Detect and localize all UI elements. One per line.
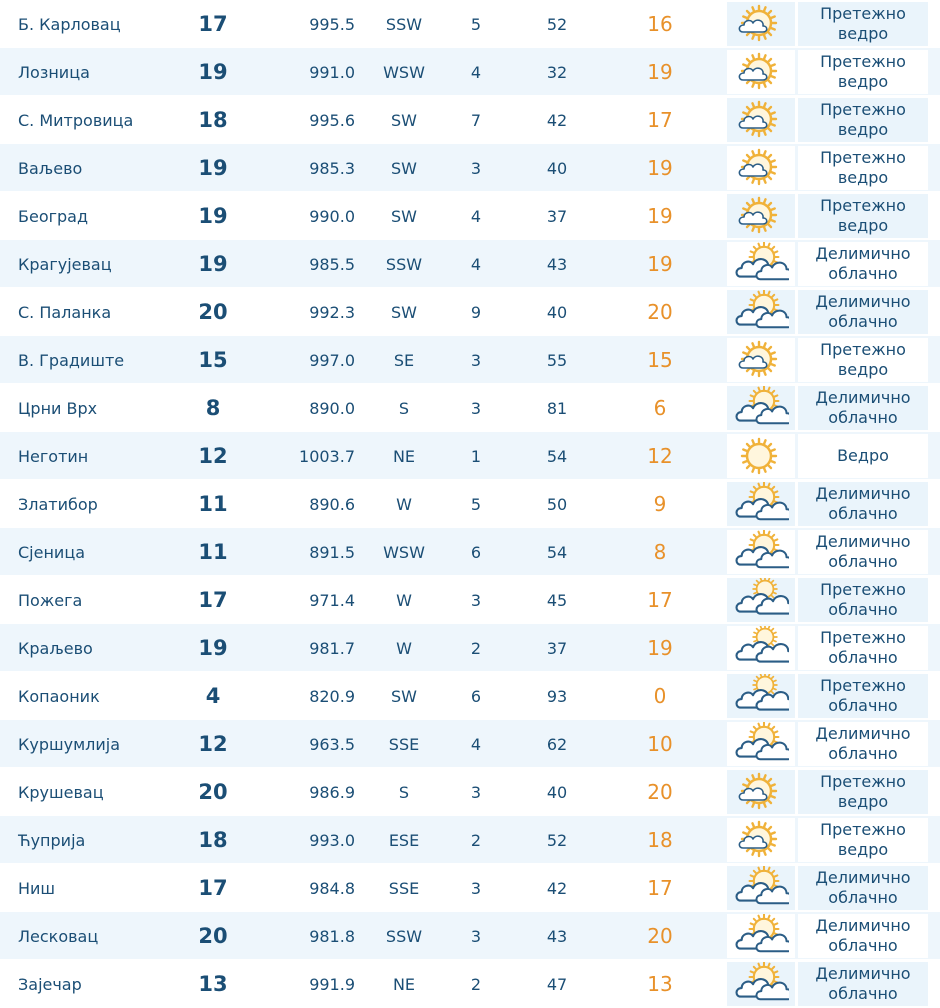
partly-cloudy-icon (727, 914, 795, 958)
wind-speed: 5 (470, 14, 482, 34)
feels-like-temperature: 20 (647, 780, 673, 804)
weather-description (798, 578, 928, 622)
table-row (0, 48, 940, 96)
feels-like-temperature: 18 (647, 828, 673, 852)
weather-description-line-1: Претежно (820, 148, 906, 167)
weather-description-line-1: Делимично (815, 724, 911, 743)
city-name: Крушевац (18, 782, 104, 802)
weather-description-line-1: Претежно (820, 196, 906, 215)
weather-description-line-2: облачно (828, 552, 898, 571)
pressure: 990.0 (309, 206, 355, 226)
weather-description-line-1: Делимично (815, 484, 911, 503)
weather-description-line-2: ведро (837, 72, 889, 91)
city-name: Ваљево (18, 158, 83, 178)
weather-description (798, 962, 928, 1006)
weather-description (798, 530, 928, 574)
temperature: 8 (205, 396, 221, 420)
wind-speed: 7 (470, 110, 482, 130)
partly-cloudy-icon (727, 866, 795, 910)
humidity: 40 (546, 158, 568, 178)
weather-description-line-1: Претежно (820, 820, 906, 839)
weather-description-line-1: Делимично (815, 388, 911, 407)
feels-like-temperature: 16 (647, 12, 673, 36)
temperature: 12 (198, 732, 228, 756)
humidity: 42 (546, 878, 568, 898)
table-row (0, 864, 940, 912)
wind-direction: S (398, 782, 410, 802)
mostly-clear-icon (727, 50, 795, 94)
wind-direction: SSW (385, 14, 423, 34)
weather-description-line-1: Делимично (815, 868, 911, 887)
pressure: 985.3 (309, 158, 355, 178)
humidity: 50 (546, 494, 568, 514)
table-row (0, 672, 940, 720)
city-name: Крагујевац (18, 254, 112, 274)
table-row (0, 624, 940, 672)
wind-speed: 4 (470, 62, 482, 82)
partly-cloudy-icon (727, 482, 795, 526)
wind-speed: 6 (470, 686, 482, 706)
pressure: 992.3 (309, 302, 355, 322)
wind-direction: SW (391, 110, 417, 130)
partly-cloudy-icon (727, 386, 795, 430)
temperature: 19 (198, 204, 228, 228)
wind-direction: NE (392, 974, 416, 994)
wind-speed: 6 (470, 542, 482, 562)
feels-like-temperature: 20 (647, 300, 673, 324)
wind-speed: 4 (470, 254, 482, 274)
weather-description-line-2: ведро (837, 360, 889, 379)
city-name: Копаоник (18, 686, 100, 706)
weather-description-line-2: ведро (837, 168, 889, 187)
table-row (0, 432, 940, 480)
wind-direction: ESE (388, 830, 420, 850)
city-name: Неготин (18, 446, 89, 466)
weather-description-line-1: Претежно (820, 52, 906, 71)
wind-direction: W (396, 590, 412, 610)
city-name: Зајечар (18, 974, 82, 994)
humidity: 93 (546, 686, 568, 706)
weather-description-line-1: Делимично (815, 964, 911, 983)
wind-direction: SW (391, 206, 417, 226)
partly-cloudy-icon (727, 290, 795, 334)
feels-like-temperature: 0 (653, 684, 667, 708)
weather-description (798, 818, 928, 862)
partly-cloudy-icon (727, 242, 795, 286)
pressure: 991.0 (309, 62, 355, 82)
weather-description (798, 242, 928, 286)
city-name: Ниш (18, 878, 56, 898)
wind-speed: 2 (470, 830, 482, 850)
weather-description (798, 866, 928, 910)
pressure: 981.8 (309, 926, 355, 946)
feels-like-temperature: 6 (653, 396, 667, 420)
weather-description-line-1: Делимично (815, 292, 911, 311)
feels-like-temperature: 19 (647, 204, 673, 228)
humidity: 55 (546, 350, 568, 370)
temperature: 17 (198, 876, 228, 900)
table-row (0, 768, 940, 816)
weather-description-line-2: облачно (828, 312, 898, 331)
wind-speed: 3 (470, 398, 482, 418)
mostly-clear-icon (727, 818, 795, 862)
wind-direction: WSW (383, 542, 425, 562)
humidity: 37 (546, 638, 568, 658)
wind-direction: WSW (383, 62, 425, 82)
mostly-clear-icon (727, 98, 795, 142)
partly-cloudy-icon (727, 962, 795, 1006)
weather-description (798, 290, 928, 334)
wind-direction: SSE (388, 734, 420, 754)
pressure: 890.6 (309, 494, 355, 514)
wind-speed: 3 (470, 878, 482, 898)
weather-description-line-1: Претежно (820, 772, 906, 791)
humidity: 40 (546, 302, 568, 322)
weather-description-line-2: облачно (828, 264, 898, 283)
feels-like-temperature: 8 (653, 540, 667, 564)
temperature: 19 (198, 60, 228, 84)
wind-speed: 3 (470, 590, 482, 610)
pressure: 986.9 (309, 782, 355, 802)
weather-description (798, 50, 928, 94)
humidity: 47 (546, 974, 568, 994)
wind-speed: 3 (470, 782, 482, 802)
city-name: Београд (18, 206, 89, 226)
city-name: Куршумлија (18, 734, 121, 754)
temperature: 12 (198, 444, 228, 468)
city-name: Златибор (18, 494, 98, 514)
weather-description (798, 434, 928, 478)
humidity: 52 (546, 830, 568, 850)
weather-description-line-2: ведро (837, 24, 889, 43)
temperature: 13 (198, 972, 228, 996)
city-name: Црни Врх (18, 398, 98, 418)
wind-speed: 2 (470, 974, 482, 994)
weather-description (798, 338, 928, 382)
feels-like-temperature: 15 (647, 348, 673, 372)
weather-description-line-2: облачно (828, 936, 898, 955)
humidity: 81 (546, 398, 568, 418)
wind-speed: 1 (470, 446, 482, 466)
city-name: С. Митровица (18, 110, 134, 130)
humidity: 54 (546, 446, 568, 466)
weather-description-line-2: облачно (828, 888, 898, 907)
humidity: 40 (546, 782, 568, 802)
wind-direction: NE (392, 446, 416, 466)
table-row (0, 96, 940, 144)
wind-direction: SW (391, 302, 417, 322)
weather-description-line-2: облачно (828, 696, 898, 715)
temperature: 17 (198, 588, 228, 612)
wind-direction: SSE (388, 878, 420, 898)
wind-direction: S (398, 398, 410, 418)
city-name: Лозница (18, 62, 90, 82)
feels-like-temperature: 19 (647, 60, 673, 84)
city-name: В. Градиште (18, 350, 125, 370)
feels-like-temperature: 17 (647, 108, 673, 132)
weather-description (798, 770, 928, 814)
table-row (0, 384, 940, 432)
pressure: 890.0 (309, 398, 355, 418)
mostly-cloudy-icon (727, 626, 795, 670)
humidity: 43 (546, 926, 568, 946)
wind-speed: 3 (470, 158, 482, 178)
weather-description (798, 98, 928, 142)
weather-description-line-2: ведро (837, 792, 889, 811)
wind-speed: 5 (470, 494, 482, 514)
table-row (0, 288, 940, 336)
temperature: 4 (205, 684, 221, 708)
city-name: Пожега (18, 590, 83, 610)
feels-like-temperature: 10 (647, 732, 673, 756)
table-row (0, 144, 940, 192)
weather-description (798, 386, 928, 430)
weather-description-line-2: ведро (837, 120, 889, 139)
weather-description (798, 674, 928, 718)
weather-description-line-1: Претежно (820, 340, 906, 359)
weather-description-line-2: облачно (828, 600, 898, 619)
wind-direction: SW (391, 686, 417, 706)
weather-description-line-2: облачно (828, 744, 898, 763)
pressure: 981.7 (309, 638, 355, 658)
pressure: 997.0 (309, 350, 355, 370)
table-row (0, 480, 940, 528)
temperature: 11 (198, 540, 228, 564)
wind-speed: 3 (470, 350, 482, 370)
weather-description (798, 194, 928, 238)
weather-description-line-2: облачно (828, 648, 898, 667)
city-name: Краљево (18, 638, 93, 658)
humidity: 45 (546, 590, 568, 610)
weather-description-line-1: Делимично (815, 244, 911, 263)
mostly-clear-icon (727, 146, 795, 190)
table-row (0, 912, 940, 960)
feels-like-temperature: 19 (647, 156, 673, 180)
weather-description-line-2: ведро (837, 840, 889, 859)
feels-like-temperature: 19 (647, 636, 673, 660)
table-row (0, 192, 940, 240)
temperature: 15 (198, 348, 228, 372)
temperature: 17 (198, 12, 228, 36)
humidity: 37 (546, 206, 568, 226)
pressure: 995.5 (309, 14, 355, 34)
temperature: 20 (198, 300, 228, 324)
humidity: 43 (546, 254, 568, 274)
temperature: 18 (198, 828, 228, 852)
feels-like-temperature: 17 (647, 876, 673, 900)
feels-like-temperature: 17 (647, 588, 673, 612)
weather-description (798, 146, 928, 190)
pressure: 820.9 (309, 686, 355, 706)
weather-description-line-1: Претежно (820, 676, 906, 695)
mostly-clear-icon (727, 338, 795, 382)
table-row (0, 576, 940, 624)
pressure: 984.8 (309, 878, 355, 898)
temperature: 18 (198, 108, 228, 132)
weather-description (798, 626, 928, 670)
humidity: 62 (546, 734, 568, 754)
mostly-cloudy-icon (727, 578, 795, 622)
humidity: 42 (546, 110, 568, 130)
weather-description (798, 2, 928, 46)
pressure: 971.4 (309, 590, 355, 610)
pressure: 1003.7 (299, 446, 355, 466)
wind-direction: SSW (385, 254, 423, 274)
humidity: 32 (546, 62, 568, 82)
pressure: 993.0 (309, 830, 355, 850)
partly-cloudy-icon (727, 530, 795, 574)
table-row (0, 240, 940, 288)
city-name: С. Паланка (18, 302, 112, 322)
temperature: 20 (198, 924, 228, 948)
weather-description-line-1: Претежно (820, 580, 906, 599)
wind-speed: 2 (470, 638, 482, 658)
humidity: 54 (546, 542, 568, 562)
temperature: 19 (198, 156, 228, 180)
city-name: Лесковац (18, 926, 99, 946)
weather-description-line-2: облачно (828, 984, 898, 1003)
wind-speed: 4 (470, 206, 482, 226)
weather-description-line-1: Делимично (815, 916, 911, 935)
wind-speed: 4 (470, 734, 482, 754)
weather-description-line-1: Претежно (820, 628, 906, 647)
table-row (0, 528, 940, 576)
table-row (0, 336, 940, 384)
weather-description-line-1: Делимично (815, 532, 911, 551)
pressure: 985.5 (309, 254, 355, 274)
wind-speed: 3 (470, 926, 482, 946)
temperature: 19 (198, 636, 228, 660)
partly-cloudy-icon (727, 722, 795, 766)
temperature: 20 (198, 780, 228, 804)
feels-like-temperature: 19 (647, 252, 673, 276)
wind-direction: SE (393, 350, 415, 370)
feels-like-temperature: 9 (653, 492, 667, 516)
weather-description-line-1: Претежно (820, 4, 906, 23)
clear-sun-icon (727, 434, 795, 478)
pressure: 891.5 (309, 542, 355, 562)
wind-speed: 9 (470, 302, 482, 322)
mostly-cloudy-icon (727, 674, 795, 718)
weather-description-line-1: Ведро (837, 446, 889, 465)
city-name: Ћуприја (18, 830, 86, 850)
wind-direction: W (396, 494, 412, 514)
temperature: 11 (198, 492, 228, 516)
feels-like-temperature: 20 (647, 924, 673, 948)
weather-description-line-2: ведро (837, 216, 889, 235)
wind-direction: SSW (385, 926, 423, 946)
city-name: Б. Карловац (18, 14, 121, 34)
pressure: 991.9 (309, 974, 355, 994)
pressure: 963.5 (309, 734, 355, 754)
weather-description-line-1: Претежно (820, 100, 906, 119)
table-row (0, 816, 940, 864)
weather-description (798, 722, 928, 766)
feels-like-temperature: 13 (647, 972, 673, 996)
weather-description-line-2: облачно (828, 408, 898, 427)
table-row (0, 0, 940, 48)
table-row (0, 720, 940, 768)
wind-direction: W (396, 638, 412, 658)
humidity: 52 (546, 14, 568, 34)
mostly-clear-icon (727, 194, 795, 238)
wind-direction: SW (391, 158, 417, 178)
weather-description-line-2: облачно (828, 504, 898, 523)
mostly-clear-icon (727, 770, 795, 814)
weather-description (798, 914, 928, 958)
city-name: Сјеница (18, 542, 86, 562)
pressure: 995.6 (309, 110, 355, 130)
feels-like-temperature: 12 (647, 444, 673, 468)
temperature: 19 (198, 252, 228, 276)
weather-description (798, 482, 928, 526)
mostly-clear-icon (727, 2, 795, 46)
